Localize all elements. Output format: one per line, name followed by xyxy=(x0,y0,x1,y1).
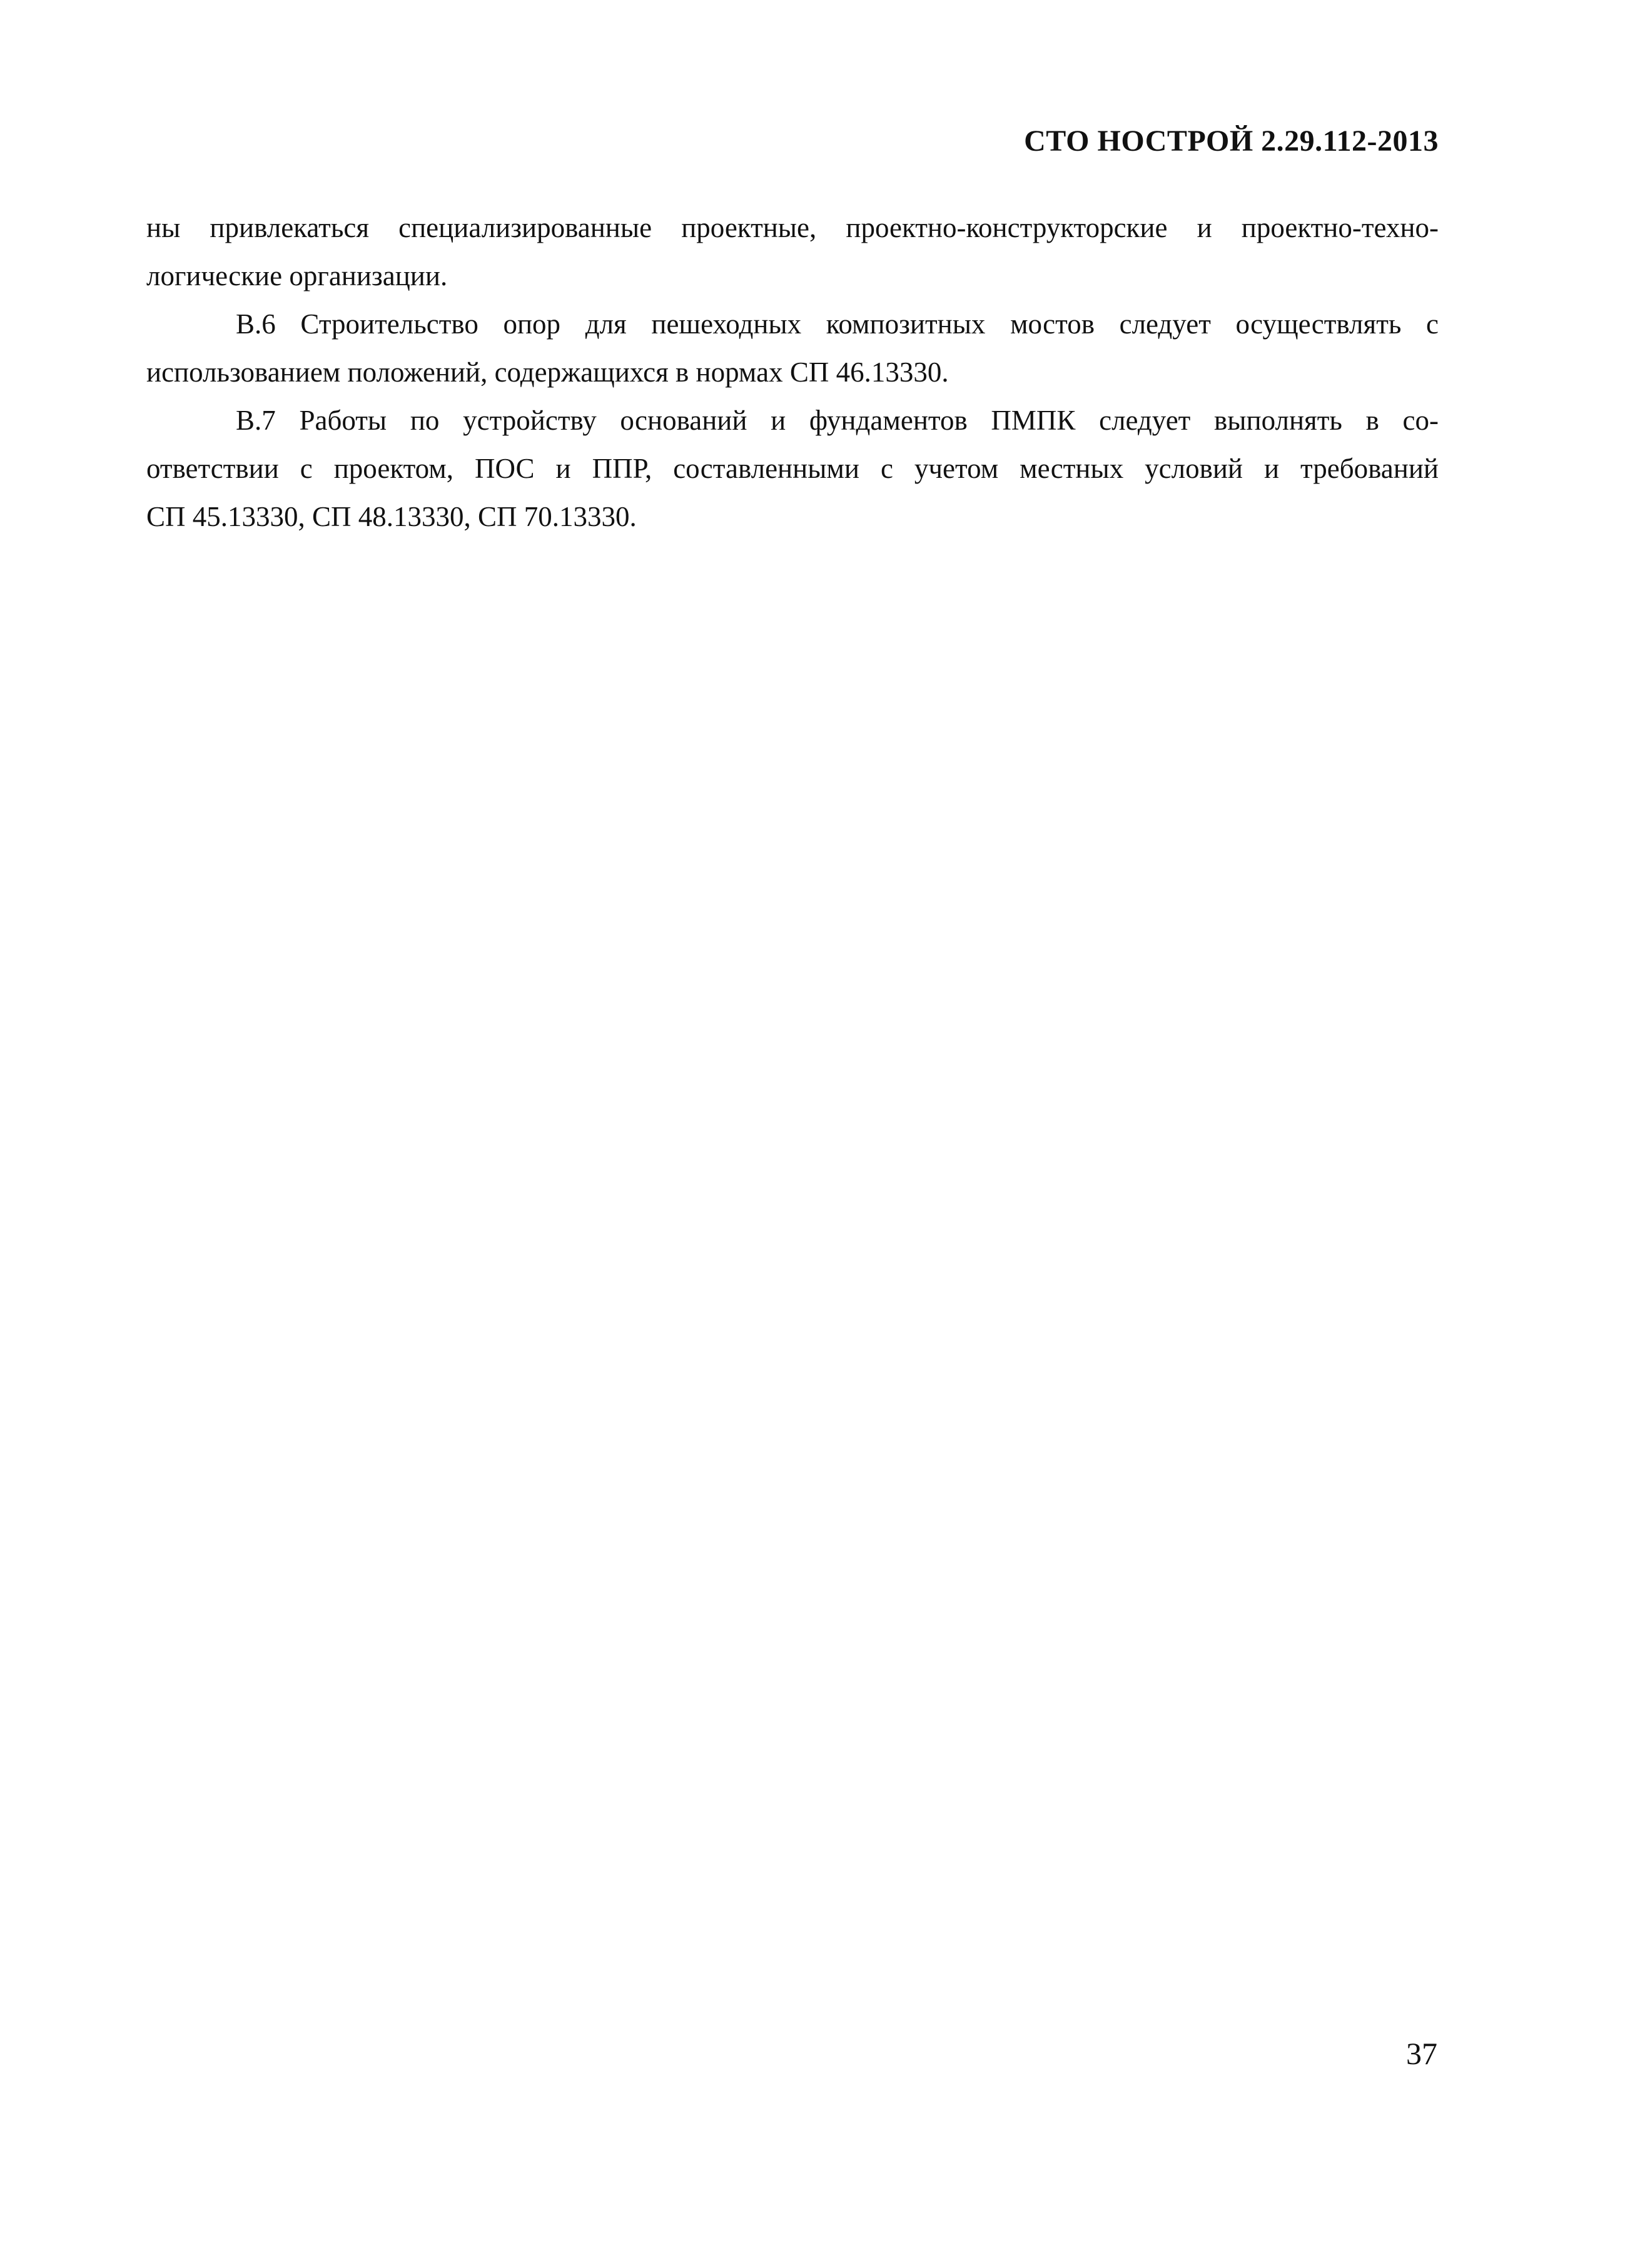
page-number: 37 xyxy=(1406,2036,1437,2071)
paragraph-b7 xyxy=(146,397,1439,541)
text-line: логические организации. xyxy=(146,260,448,291)
body-text xyxy=(146,204,1439,541)
text-line: В.6 Строительство опор для пешеходных композитных мостов следует осуществлять с xyxy=(236,308,1439,340)
text-line: СП 45.13330, СП 48.13330, СП 70.13330. xyxy=(146,501,637,532)
paragraph-b6 xyxy=(146,300,1439,397)
text-line: В.7 Работы по устройству оснований и фундаментов ПМПК следует выполнять в со- xyxy=(236,405,1439,436)
paragraph-continuation xyxy=(146,204,1439,300)
document-code-header: СТО НОСТРОЙ 2.29.112-2013 xyxy=(1024,124,1439,158)
text-line: ны привлекаться специализированные проектные, проектно-конструкторские и проектно-техно- xyxy=(146,212,1439,243)
text-line: ответствии с проектом, ПОС и ППР, составленными с учетом местных условий и требований xyxy=(146,453,1439,484)
text-line: использованием положений, содержащихся в нормах СП 46.13330. xyxy=(146,357,949,388)
